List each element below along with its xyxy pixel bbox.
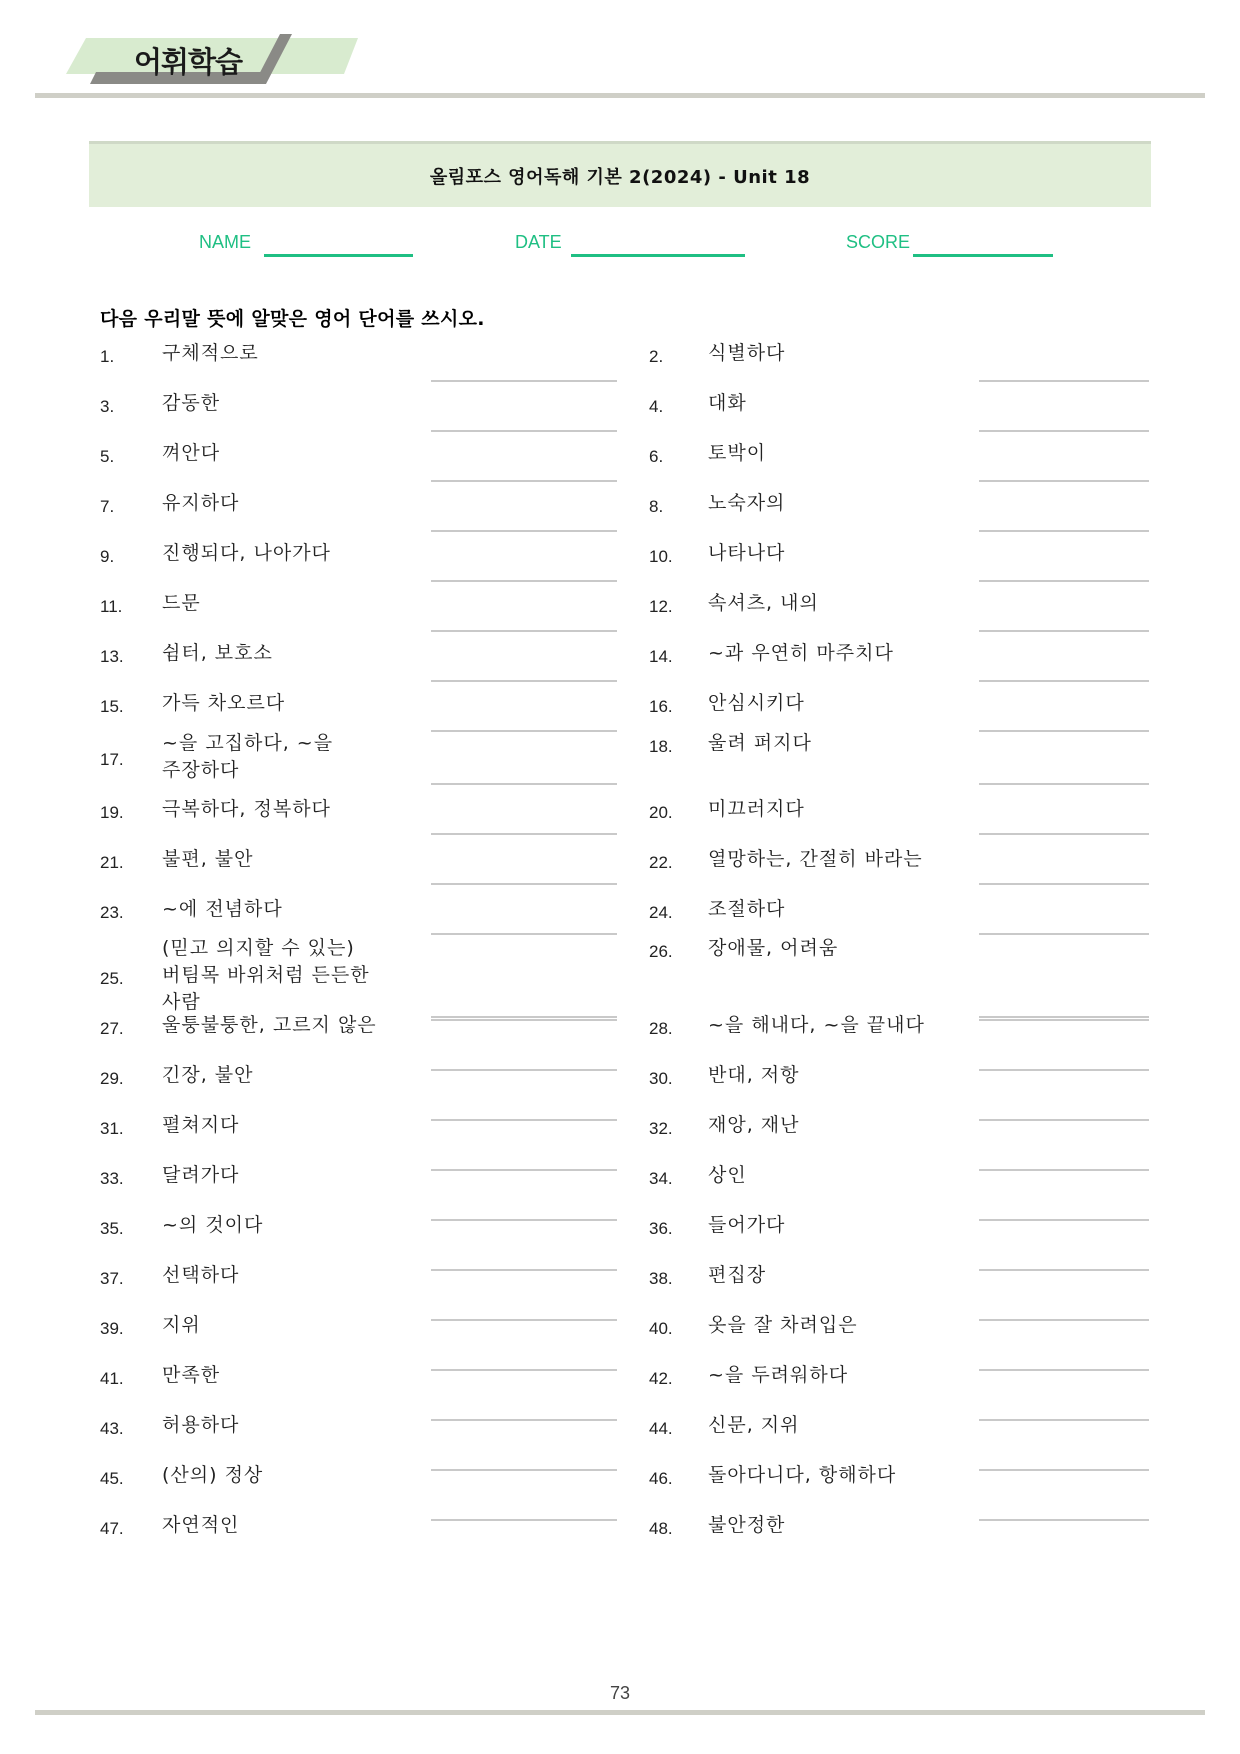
answer-line[interactable]	[979, 1119, 1149, 1121]
item-number: 4.	[649, 396, 664, 416]
item-number: 24.	[649, 902, 673, 922]
worksheet-title: 올림포스 영어독해 기본 2(2024) - Unit 18	[429, 166, 811, 188]
answer-line[interactable]	[979, 1319, 1149, 1321]
answer-line[interactable]	[431, 1019, 617, 1021]
name-label: NAME	[199, 232, 252, 252]
item-korean-meaning: ~을 고집하다, ~을 주장하다	[162, 732, 334, 781]
date-field[interactable]	[515, 230, 750, 258]
item-korean-meaning: 신문, 지위	[708, 1414, 800, 1436]
item-number: 19.	[100, 802, 124, 822]
item-korean-meaning: 극복하다, 정복하다	[162, 798, 331, 820]
score-label: SCORE	[846, 232, 911, 252]
item-korean-meaning: 만족한	[162, 1364, 221, 1386]
item-number: 37.	[100, 1268, 124, 1288]
item-korean-meaning: 자연적인	[162, 1514, 240, 1536]
item-korean-meaning: 재앙, 재난	[708, 1114, 800, 1136]
item-korean-meaning: 진행되다, 나아가다	[162, 542, 331, 564]
item-number: 16.	[649, 696, 673, 716]
item-number: 12.	[649, 596, 673, 616]
answer-line[interactable]	[431, 783, 617, 785]
answer-line[interactable]	[979, 1369, 1149, 1371]
item-number: 20.	[649, 802, 673, 822]
answer-line[interactable]	[431, 530, 617, 532]
item-number: 32.	[649, 1118, 673, 1138]
score-input-line[interactable]	[913, 254, 1053, 257]
item-number: 31.	[100, 1118, 124, 1138]
item-korean-meaning: 속셔츠, 내의	[708, 592, 819, 614]
answer-line[interactable]	[431, 1519, 617, 1521]
item-korean-meaning: 울퉁불퉁한, 고르지 않은	[162, 1014, 377, 1036]
item-number: 13.	[100, 646, 124, 666]
item-korean-meaning: 펼쳐지다	[162, 1114, 240, 1136]
item-korean-meaning: 편집장	[708, 1264, 767, 1286]
item-number: 30.	[649, 1068, 673, 1088]
item-korean-meaning: 들어가다	[708, 1214, 786, 1236]
answer-line[interactable]	[979, 1219, 1149, 1221]
item-korean-meaning: 가득 차오르다	[162, 692, 286, 714]
section-title: 어휘학습	[133, 45, 243, 79]
answer-line[interactable]	[979, 680, 1149, 682]
item-number: 40.	[649, 1318, 673, 1338]
item-number: 38.	[649, 1268, 673, 1288]
item-number: 28.	[649, 1018, 673, 1038]
answer-line[interactable]	[431, 1269, 617, 1271]
name-field[interactable]	[199, 230, 414, 258]
item-number: 41.	[100, 1368, 124, 1388]
item-number: 7.	[100, 496, 115, 516]
item-number: 42.	[649, 1368, 673, 1388]
item-korean-meaning: 구체적으로	[162, 342, 259, 364]
answer-line[interactable]	[979, 833, 1149, 835]
answer-line[interactable]	[431, 1016, 617, 1018]
answer-line[interactable]	[431, 833, 617, 835]
item-korean-meaning: 미끄러지다	[708, 798, 805, 820]
answer-line[interactable]	[979, 1469, 1149, 1471]
answer-line[interactable]	[979, 730, 1149, 732]
answer-line[interactable]	[431, 933, 617, 935]
item-number: 6.	[649, 446, 664, 466]
answer-line[interactable]	[979, 580, 1149, 582]
item-number: 2.	[649, 346, 664, 366]
item-number: 9.	[100, 546, 115, 566]
item-number: 35.	[100, 1218, 124, 1238]
answer-line[interactable]	[979, 933, 1149, 935]
answer-line[interactable]	[979, 883, 1149, 885]
item-korean-meaning: 노숙자의	[708, 492, 786, 514]
item-number: 1.	[100, 346, 115, 366]
footer-divider	[35, 1710, 1205, 1715]
answer-line[interactable]	[431, 380, 617, 382]
answer-line[interactable]	[431, 730, 617, 732]
answer-line[interactable]	[431, 430, 617, 432]
item-number: 22.	[649, 852, 673, 872]
answer-line[interactable]	[431, 1119, 617, 1121]
instruction-text: 다음 우리말 뜻에 알맞은 영어 단어를 쓰시오.	[100, 308, 485, 330]
item-korean-meaning: (믿고 의지할 수 있는) 버팀목 바위처럼 든든한 사람	[162, 937, 370, 1013]
item-korean-meaning: 껴안다	[162, 442, 221, 464]
answer-line[interactable]	[979, 1019, 1149, 1021]
answer-line[interactable]	[431, 1469, 617, 1471]
item-korean-meaning: 나타나다	[708, 542, 786, 564]
answer-line[interactable]	[431, 1069, 617, 1071]
worksheet-banner	[89, 141, 1151, 207]
answer-line[interactable]	[431, 883, 617, 885]
item-korean-meaning: 장애물, 어려움	[708, 937, 839, 959]
item-korean-meaning: 긴장, 불안	[162, 1064, 254, 1086]
item-korean-meaning: 안심시키다	[708, 692, 805, 714]
date-label: DATE	[515, 232, 562, 252]
answer-line[interactable]	[979, 630, 1149, 632]
item-korean-meaning: 달려가다	[162, 1164, 240, 1186]
item-korean-meaning: 상인	[708, 1164, 747, 1186]
item-number: 29.	[100, 1068, 124, 1088]
item-number: 26.	[649, 941, 673, 961]
item-korean-meaning: 지위	[162, 1314, 201, 1336]
item-number: 14.	[649, 646, 673, 666]
item-korean-meaning: 불안정한	[708, 1514, 786, 1536]
item-korean-meaning: ~의 것이다	[162, 1214, 264, 1236]
item-korean-meaning: 열망하는, 간절히 바라는	[708, 848, 923, 870]
item-number: 47.	[100, 1518, 124, 1538]
answer-line[interactable]	[979, 1269, 1149, 1271]
answer-line[interactable]	[979, 1519, 1149, 1521]
item-korean-meaning: 드문	[162, 592, 201, 614]
item-number: 10.	[649, 546, 673, 566]
item-number: 11.	[100, 596, 123, 616]
score-field[interactable]	[846, 230, 1056, 258]
item-number: 23.	[100, 902, 124, 922]
answer-line[interactable]	[979, 430, 1149, 432]
item-korean-meaning: 울려 퍼지다	[708, 732, 812, 754]
item-korean-meaning: ~에 전념하다	[162, 898, 283, 920]
answer-line[interactable]	[431, 1419, 617, 1421]
answer-line[interactable]	[979, 1069, 1149, 1071]
item-number: 34.	[649, 1168, 673, 1188]
item-number: 25.	[100, 968, 124, 988]
item-korean-meaning: 선택하다	[162, 1264, 240, 1286]
answer-line[interactable]	[979, 783, 1149, 785]
page-number: 73	[609, 1683, 631, 1703]
item-korean-meaning: 돌아다니다, 항해하다	[708, 1464, 897, 1486]
item-korean-meaning: 감동한	[162, 392, 221, 414]
item-number: 44.	[649, 1418, 673, 1438]
item-number: 48.	[649, 1518, 673, 1538]
name-input-line[interactable]	[264, 254, 413, 257]
answer-line[interactable]	[431, 1219, 617, 1221]
item-number: 15.	[100, 696, 124, 716]
item-korean-meaning: 반대, 저항	[708, 1064, 800, 1086]
item-korean-meaning: 불편, 불안	[162, 848, 254, 870]
item-number: 39.	[100, 1318, 124, 1338]
answer-line[interactable]	[431, 480, 617, 482]
item-korean-meaning: ~을 해내다, ~을 끝내다	[708, 1014, 925, 1036]
answer-line[interactable]	[979, 530, 1149, 532]
answer-line[interactable]	[431, 580, 617, 582]
answer-line[interactable]	[431, 1319, 617, 1321]
answer-line[interactable]	[431, 1369, 617, 1371]
item-number: 45.	[100, 1468, 124, 1488]
item-korean-meaning: 조절하다	[708, 898, 786, 920]
item-korean-meaning: 식별하다	[708, 342, 786, 364]
item-korean-meaning: ~을 두려워하다	[708, 1364, 849, 1386]
item-number: 43.	[100, 1418, 124, 1438]
answer-line[interactable]	[431, 680, 617, 682]
answer-line[interactable]	[979, 1169, 1149, 1171]
item-number: 17.	[100, 750, 124, 769]
item-number: 27.	[100, 1018, 124, 1038]
item-korean-meaning: 옷을 잘 차려입은	[708, 1314, 858, 1336]
item-number: 5.	[100, 446, 115, 466]
item-korean-meaning: 허용하다	[162, 1414, 240, 1436]
answer-line[interactable]	[979, 1419, 1149, 1421]
answer-line[interactable]	[979, 380, 1149, 382]
item-korean-meaning: 대화	[708, 392, 747, 414]
answer-line[interactable]	[431, 630, 617, 632]
item-number: 36.	[649, 1218, 673, 1238]
header-divider	[35, 93, 1205, 98]
item-number: 33.	[100, 1168, 124, 1188]
item-number: 18.	[649, 736, 673, 756]
item-number: 3.	[100, 396, 115, 416]
item-korean-meaning: 토박이	[708, 442, 767, 464]
item-number: 8.	[649, 496, 664, 516]
item-korean-meaning: 유지하다	[162, 492, 240, 514]
answer-line[interactable]	[979, 480, 1149, 482]
date-input-line[interactable]	[571, 254, 745, 257]
item-number: 46.	[649, 1468, 673, 1488]
item-korean-meaning: (산의) 정상	[162, 1464, 264, 1486]
item-korean-meaning: ~과 우연히 마주치다	[708, 642, 894, 664]
item-number: 21.	[100, 852, 124, 872]
answer-line[interactable]	[431, 1169, 617, 1171]
answer-line[interactable]	[979, 1016, 1149, 1018]
item-korean-meaning: 쉼터, 보호소	[162, 642, 273, 664]
